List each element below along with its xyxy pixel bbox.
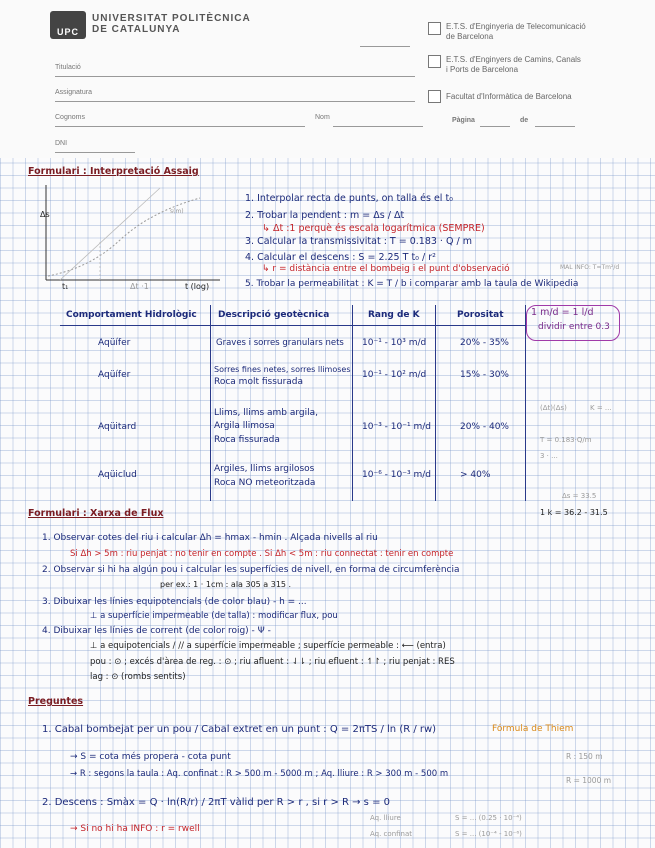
- table-cell-comportament: Aqüiclud: [98, 470, 137, 480]
- table-cell-rang-k: 10⁻⁶ - 10⁻³ m/d: [362, 470, 431, 480]
- table-cell-rang-k: 10⁻¹ - 10² m/d: [362, 370, 427, 380]
- flux-line-1: 1. Observar cotes del riu i calcular Δh = hmax - hmin . Alçada nivells al riu: [42, 533, 378, 543]
- table-header-descripcio: Descripció geotècnica: [218, 310, 330, 320]
- table-cell-descripcio: Roca molt fissurada: [214, 377, 304, 387]
- nom-line: [333, 126, 423, 127]
- table-header-porositat: Porositat: [457, 310, 504, 320]
- de-line: [535, 126, 575, 127]
- flux-line-10: lag : ⊙ (rombs sentits): [90, 672, 186, 682]
- pagina-label: Pàgina: [452, 117, 475, 124]
- cognoms-label: Cognoms: [55, 114, 85, 121]
- table-cell-comportament: Aqüífer: [98, 338, 131, 348]
- dni-line: [55, 152, 135, 153]
- side-note: Aq. confinat: [370, 830, 413, 838]
- table-cell-descripcio: Argiles, llims argilosos: [214, 464, 315, 474]
- table-cell-comportament: Aqüitard: [98, 422, 137, 432]
- table-cell-descripcio: Sorres fines netes, sorres llimoses: [214, 365, 351, 374]
- flux-line-5: 3. Dibuixar les línies equipotencials (de color blau) - h = ...: [42, 597, 307, 607]
- q1-s: → S = cota més propera - cota punt: [70, 752, 231, 762]
- step-2: 2. Trobar la pendent : m = Δs / Δt: [245, 210, 405, 221]
- side-note: 1 k = 36.2 - 31.5: [540, 508, 608, 517]
- dni-label: DNI: [55, 140, 68, 147]
- table-cell-porositat: 20% - 35%: [460, 338, 509, 348]
- school-checkbox-camins[interactable]: [428, 55, 441, 68]
- side-note: K = ...: [590, 404, 612, 412]
- table-col-divider: [352, 305, 353, 501]
- step-5: 5. Trobar la permeabilitat : K = T / b i comparar amb la taula de Wikipedia: [245, 279, 579, 289]
- circle-note-line1: 1 m/d = 1 l/d: [531, 307, 594, 318]
- side-note: (Δt)(Δs): [540, 404, 567, 412]
- university-name: UNIVERSITAT POLITÈCNICA DE CATALUNYA: [92, 13, 251, 35]
- titulacio-line: [55, 76, 415, 77]
- section-title-interpretacio: Formulari : Interpretació Assaig: [28, 166, 199, 177]
- side-note: Aq. lliure: [370, 814, 401, 822]
- table-cell-porositat: 20% - 40%: [460, 422, 509, 432]
- cognoms-line: [55, 126, 305, 127]
- graph-y-label: Δs: [40, 210, 50, 219]
- table-cell-descripcio: Argila llimosa: [214, 421, 275, 431]
- step-4-note: ↳ r = distància entre el bombeig i el punt d'observació: [262, 264, 510, 274]
- table-header-comportament: Comportament Hidrològic: [66, 310, 197, 320]
- upc-form-header: [0, 0, 655, 158]
- side-note: 3 · ...: [540, 452, 558, 460]
- table-col-divider: [525, 305, 526, 501]
- section-title-xarxa-flux: Formulari : Xarxa de Flux: [28, 508, 164, 519]
- drawdown-graph: [30, 180, 230, 290]
- graph-dt-label: Δt ·1: [130, 282, 149, 291]
- table-col-divider: [435, 305, 436, 501]
- graph-t1-label: t₁: [62, 282, 69, 291]
- table-col-divider: [210, 305, 211, 501]
- school-camins: E.T.S. d'Enginyers de Camins, Canals i Ports de Barcelona: [446, 55, 581, 74]
- assignatura-line: [55, 101, 415, 102]
- graph-x-label: t (log): [185, 282, 210, 291]
- step-1: 1. Interpolar recta de punts, on talla és el t₀: [245, 193, 453, 204]
- school-fib: Facultat d'Informàtica de Barcelona: [446, 92, 572, 101]
- school-telecom: E.T.S. d'Enginyeria de Telecomunicació de Barcelona: [446, 22, 586, 41]
- table-cell-porositat: 15% - 30%: [460, 370, 509, 380]
- q1-formula: 1. Cabal bombejat per un pou / Cabal extret en un punt : Q = 2πTS / ln (R / rw): [42, 724, 437, 735]
- graph-curve-label: s(m): [170, 208, 184, 215]
- table-cell-rang-k: 10⁻¹ - 10³ m/d: [362, 338, 427, 348]
- assignatura-label: Assignatura: [55, 89, 92, 96]
- school-checkbox-fib[interactable]: [428, 90, 441, 103]
- flux-line-6: ⊥ a superfície impermeable (de talla) : modificar flux, pou: [90, 611, 338, 621]
- de-label: de: [520, 117, 529, 124]
- flux-line-8: ⊥ a equipotencials / // a superfície impermeable ; superfície permeable : ⟵ (entra): [90, 641, 446, 651]
- titulacio-label: Titulació: [55, 64, 81, 71]
- table-header-divider: [60, 325, 525, 326]
- step-2-note: ↳ Δt :1 perquè és escala logarítmica (SEMPRE): [262, 223, 485, 234]
- side-note: S = ... (10⁻⁴ - 10⁻⁶): [455, 830, 522, 838]
- flux-line-7: 4. Dibuixar les línies de corrent (de color roig) - Ψ -: [42, 626, 271, 636]
- pagina-line: [480, 126, 510, 127]
- circle-note-line2: dividir entre 0.3: [538, 322, 610, 332]
- side-note: R : 150 m: [566, 752, 603, 761]
- q2-note: → Si no hi ha INFO : r = rwell: [70, 824, 200, 834]
- table-cell-comportament: Aqüífer: [98, 370, 131, 380]
- side-note: S = ... (0.25 · 10⁻⁴): [455, 814, 522, 822]
- graph-fit-line: [60, 188, 160, 280]
- table-cell-descripcio: Llims, llims amb argila,: [214, 408, 319, 418]
- step-3: 3. Calcular la transmissivitat : T = 0.183 · Q / m: [245, 236, 472, 247]
- flux-line-9: pou : ⊙ ; excés d'àrea de reg. : ⊙ ; riu afluent : ⇃⇂ ; riu efluent : ↿↾ ; riu penjat : RES: [90, 657, 455, 667]
- flux-line-4: per ex.: 1 · 1cm : ala 305 a 315 .: [160, 580, 292, 589]
- flux-line-3: 2. Observar si hi ha algún pou i calcular les superfícies de nivell, en forma de circumferència: [42, 565, 460, 575]
- q1-r: → R : segons la taula : Aq. confinat : R > 500 m - 5000 m ; Aq. lliure : R > 300 m - 500 m: [70, 769, 449, 779]
- side-note: Δs = 33.5: [562, 492, 597, 500]
- step-4-units: MAL INFO: T=Tm²/d: [560, 264, 620, 271]
- school-checkbox-telecom[interactable]: [428, 22, 441, 35]
- table-cell-porositat: > 40%: [460, 470, 491, 480]
- table-cell-descripcio: Graves i sorres granulars nets: [216, 338, 344, 348]
- section-title-preguntes: Preguntes: [28, 696, 84, 707]
- nom-label: Nom: [315, 114, 330, 121]
- side-note: R = 1000 m: [566, 776, 612, 785]
- flux-line-2: Si Δh > 5m : riu penjat : no tenir en compte . Si Δh < 5m : riu connectat : tenir en compte: [70, 549, 454, 559]
- q1-note: Fórmula de Thiem: [492, 724, 574, 734]
- table-cell-descripcio: Roca NO meteoritzada: [214, 478, 316, 488]
- upc-logo: UPC: [50, 11, 86, 39]
- side-note: T = 0.183·Q/m: [540, 436, 592, 444]
- field-line: [360, 46, 410, 47]
- q2-formula: 2. Descens : Smàx = Q · ln(R/r) / 2πT vàlid per R > r , si r > R → s = 0: [42, 797, 390, 808]
- step-4: 4. Calcular el descens : S = 2.25 T t₀ / r²: [245, 252, 436, 263]
- table-header-rang-k: Rang de K: [368, 310, 420, 320]
- table-cell-descripcio: Roca fissurada: [214, 435, 280, 445]
- table-cell-rang-k: 10⁻³ - 10⁻¹ m/d: [362, 422, 431, 432]
